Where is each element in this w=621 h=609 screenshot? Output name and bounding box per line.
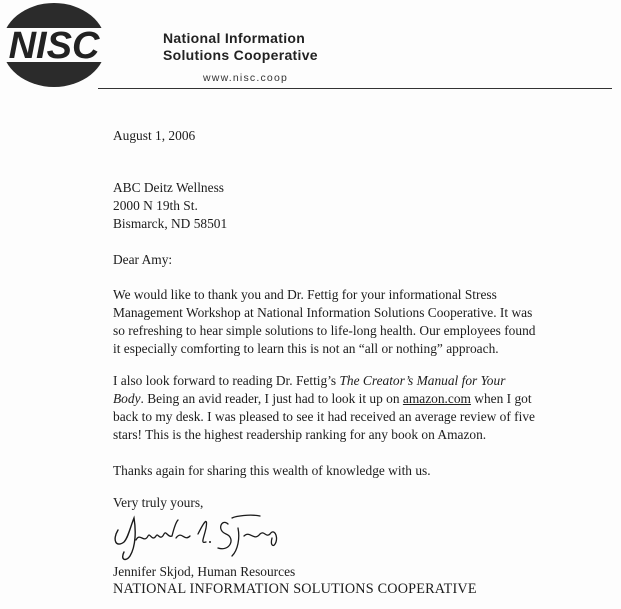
paragraph-line: stars! This is the highest readership ranking for any book on Amazon. [113,427,487,442]
company-name: NATIONAL INFORMATION SOLUTIONS COOPERATIVE [113,581,477,597]
paragraph-3: Thanks again for sharing this wealth of knowledge with us. [113,463,431,478]
address-line: 2000 N 19th St. [113,198,198,213]
paragraph-line: Management Workshop at National Information Solutions Cooperative. It was [113,305,533,320]
recipient-address [113,179,227,233]
org-line-1: National Information [163,30,306,46]
book-title: The Creator’s Manual for Your [339,373,506,388]
nisc-logo [0,0,112,92]
logo-text: NISC [8,25,100,67]
handwritten-signature [110,508,290,564]
paragraph-line: We would like to thank you and Dr. Fettig for your informational Stress [113,287,497,302]
address-line: ABC Deitz Wellness [113,180,224,195]
amazon-link: amazon.com [402,391,471,406]
text-run: when I got [470,391,532,406]
header-divider [98,88,612,89]
paragraph-2 [113,372,535,444]
closing: Very truly yours, [113,495,204,510]
address-line: Bismarck, ND 58501 [113,216,228,231]
paragraph-line [113,390,535,408]
salutation: Dear Amy: [113,252,173,267]
paragraph-line: it especially comforting to learn this is not an “all or nothing” approach. [113,341,499,356]
organization-name [163,30,318,64]
letter-date: August 1, 2006 [113,128,196,143]
paragraph-line [113,372,535,390]
paragraph-1 [113,286,535,358]
paragraph-line: back to my desk. I was pleased to see it had received an average review of five [113,409,535,424]
org-line-2: Solutions Cooperative [163,47,318,63]
paragraph-line: so refreshing to hear simple solutions to life-long health. Our employees found [113,323,536,338]
signer-name: Jennifer Skjod, Human Resources [113,564,296,579]
text-run: I also look forward to reading Dr. Fettig’s [113,373,340,388]
website-url: www.nisc.coop [203,72,289,84]
book-title-end: Body [113,391,141,406]
text-run: . Being an avid reader, I just had to look it up on [140,391,403,406]
